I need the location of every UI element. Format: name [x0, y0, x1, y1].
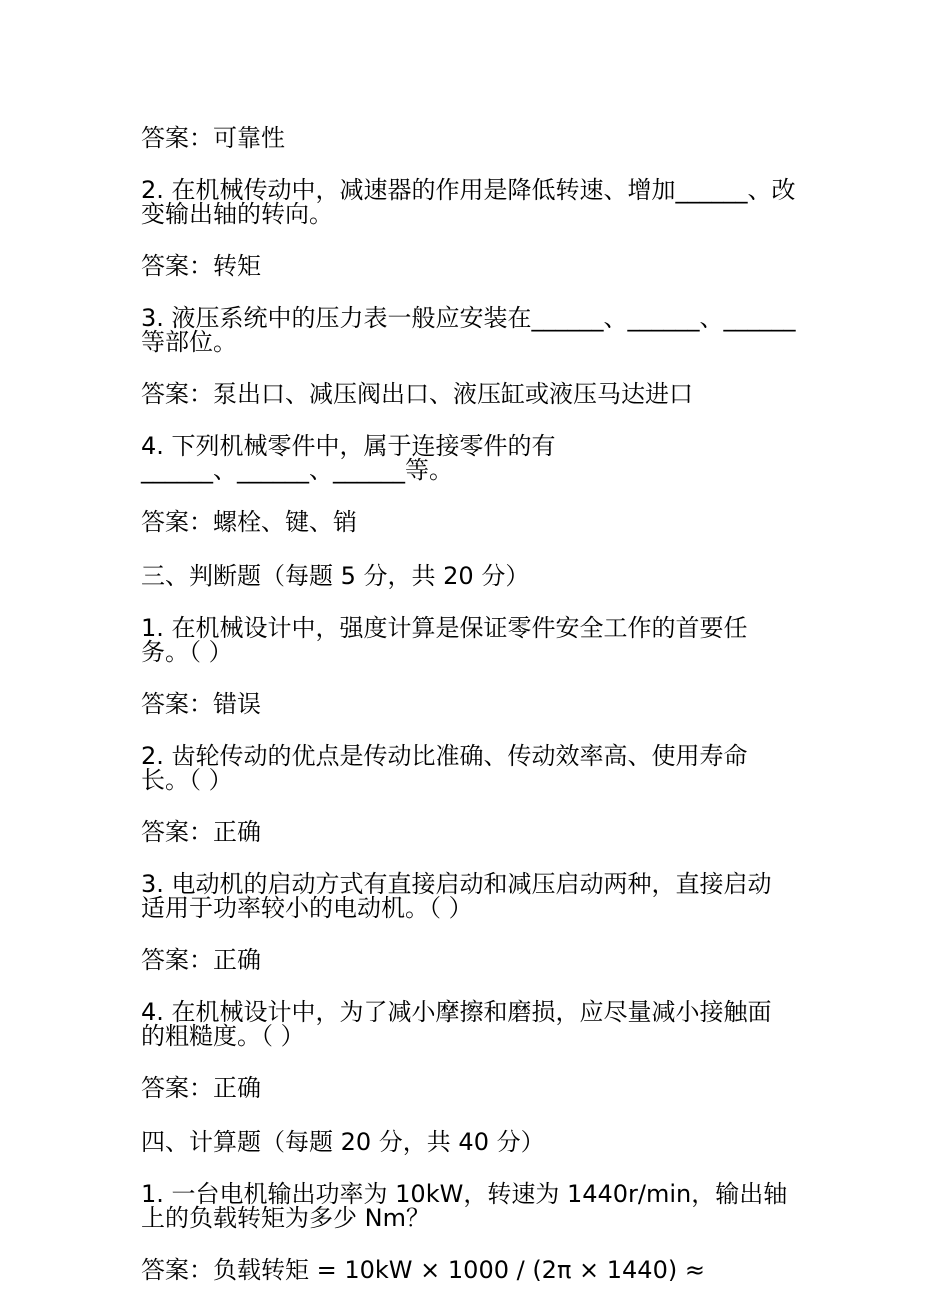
question-fill-2: [141, 178, 811, 226]
question-calc-1: [141, 1182, 811, 1230]
question-text-line: 变输出轴的转向。: [141, 200, 333, 228]
answer-line: 答案：错误: [141, 690, 261, 718]
question-text-line: 长。（ ）: [141, 766, 233, 794]
answer-line: 答案：正确: [141, 1074, 261, 1102]
answer-line: 答案：转矩: [141, 252, 261, 280]
question-text-line: 适用于功率较小的电动机。（ ）: [141, 894, 473, 922]
question-fill-4: [141, 434, 811, 482]
answer-line: 答案：正确: [141, 818, 261, 846]
question-text-line: 4. 在机械设计中，为了减小摩擦和磨损，应尽量减小接触面: [141, 998, 772, 1026]
question-text-line: 2. 在机械传动中，减速器的作用是降低转速、增加______、改: [141, 176, 796, 204]
question-text-line: 1. 一台电机输出功率为 10kW，转速为 1440r/min，输出轴: [141, 1180, 788, 1208]
document-page: [141, 124, 811, 1310]
question-text-line: 的粗糙度。（ ）: [141, 1022, 305, 1050]
section-heading-judgement: 三、判断题（每题 5 分，共 20 分）: [141, 562, 530, 590]
question-text-line: 等部位。: [141, 328, 237, 356]
question-text-line: 3. 液压系统中的压力表一般应安装在______、______、______: [141, 304, 796, 332]
answer-line: 答案：负载转矩 = 10kW × 1000 / (2π × 1440) ≈: [141, 1256, 705, 1284]
question-text-line: 4. 下列机械零件中，属于连接零件的有: [141, 432, 556, 460]
question-judge-1: [141, 616, 811, 664]
question-text-line: 务。（ ）: [141, 638, 233, 666]
question-text-line: 2. 齿轮传动的优点是传动比准确、传动效率高、使用寿命: [141, 742, 748, 770]
answer-line: 答案：正确: [141, 946, 261, 974]
answer-line: 答案：可靠性: [141, 124, 285, 152]
question-fill-3: [141, 306, 811, 354]
question-text-line: 3. 电动机的启动方式有直接启动和减压启动两种，直接启动: [141, 870, 772, 898]
question-text-line: ______、______、______等。: [141, 456, 453, 484]
answer-line: 答案：泵出口、减压阀出口、液压缸或液压马达进口: [141, 380, 693, 408]
answer-line: 答案：螺栓、键、销: [141, 508, 357, 536]
question-text-line: 上的负载转矩为多少 Nm？: [141, 1204, 430, 1232]
section-heading-calculation: 四、计算题（每题 20 分，共 40 分）: [141, 1128, 545, 1156]
question-judge-3: [141, 872, 811, 920]
question-judge-4: [141, 1000, 811, 1048]
question-judge-2: [141, 744, 811, 792]
question-text-line: 1. 在机械设计中，强度计算是保证零件安全工作的首要任: [141, 614, 748, 642]
